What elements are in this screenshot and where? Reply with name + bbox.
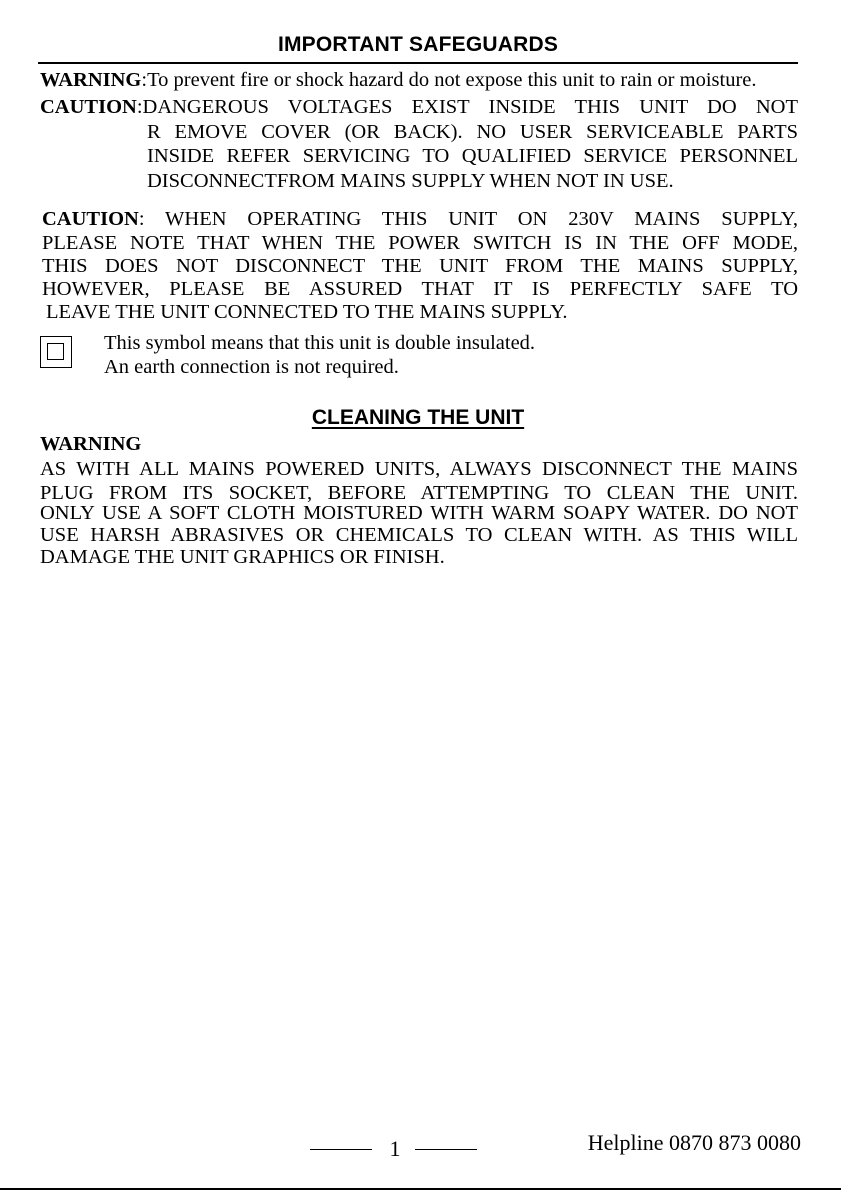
- caution1-line3: INSIDE REFER SERVICING TO QUALIFIED SERVICE PERSONNEL: [147, 145, 798, 167]
- footer-dash-right: [415, 1149, 477, 1150]
- caution1-text1: :DANGEROUS VOLTAGES EXIST INSIDE THIS UNIT DO NOT: [136, 96, 798, 118]
- caution1-line4: DISCONNECTFROM MAINS SUPPLY WHEN NOT IN USE.: [147, 170, 674, 192]
- cleaning-heading: CLEANING THE UNIT: [311, 406, 525, 429]
- caution2-line1: [42, 207, 798, 231]
- cleaning-warning-label: WARNING: [40, 433, 142, 455]
- cleaning-line1: AS WITH ALL MAINS POWERED UNITS, ALWAYS DISCONNECT THE MAINS: [40, 458, 798, 480]
- caution2-line5: LEAVE THE UNIT CONNECTED TO THE MAINS SUPPLY.: [46, 301, 568, 323]
- symbol-line1: This symbol means that this unit is double insulated.: [104, 332, 536, 354]
- double-insulated-icon: [40, 336, 72, 368]
- helpline-text: Helpline 0870 873 0080: [587, 1130, 801, 1155]
- caution2-label: CAUTION: [42, 208, 139, 230]
- caution2-line3: THIS DOES NOT DISCONNECT THE UNIT FROM THE MAINS SUPPLY,: [42, 255, 798, 277]
- page-title: IMPORTANT SAFEGUARDS: [277, 33, 559, 56]
- title-rule: [38, 62, 798, 64]
- cleaning-line5: DAMAGE THE UNIT GRAPHICS OR FINISH.: [40, 546, 445, 568]
- caution1-label: CAUTION: [40, 96, 137, 118]
- page-number: 1: [389, 1136, 401, 1161]
- cleaning-line3: ONLY USE A SOFT CLOTH MOISTURED WITH WARM SOAPY WATER. DO NOT: [40, 502, 798, 524]
- cleaning-line4: USE HARSH ABRASIVES OR CHEMICALS TO CLEAN WITH. AS THIS WILL: [40, 524, 798, 546]
- bottom-rule: [0, 1188, 841, 1190]
- cleaning-line2: PLUG FROM ITS SOCKET, BEFORE ATTEMPTING TO CLEAN THE UNIT.: [40, 482, 798, 504]
- warning-line: [40, 68, 798, 92]
- caution2-line2: PLEASE NOTE THAT WHEN THE POWER SWITCH IS IN THE OFF MODE,: [42, 232, 798, 254]
- warning-label: WARNING: [40, 69, 142, 91]
- caution2-text1: : WHEN OPERATING THIS UNIT ON 230V MAINS SUPPLY,: [138, 208, 798, 230]
- caution2-line4: HOWEVER, PLEASE BE ASSURED THAT IT IS PERFECTLY SAFE TO: [42, 278, 798, 300]
- caution1-line2: R EMOVE COVER (OR BACK). NO USER SERVICEABLE PARTS: [147, 121, 798, 143]
- footer-dash-left: [310, 1149, 372, 1150]
- symbol-line2: An earth connection is not required.: [104, 356, 399, 378]
- caution1-line1: [40, 95, 798, 119]
- warning-text: :To prevent fire or shock hazard do not expose this unit to rain or moisture.: [141, 69, 757, 91]
